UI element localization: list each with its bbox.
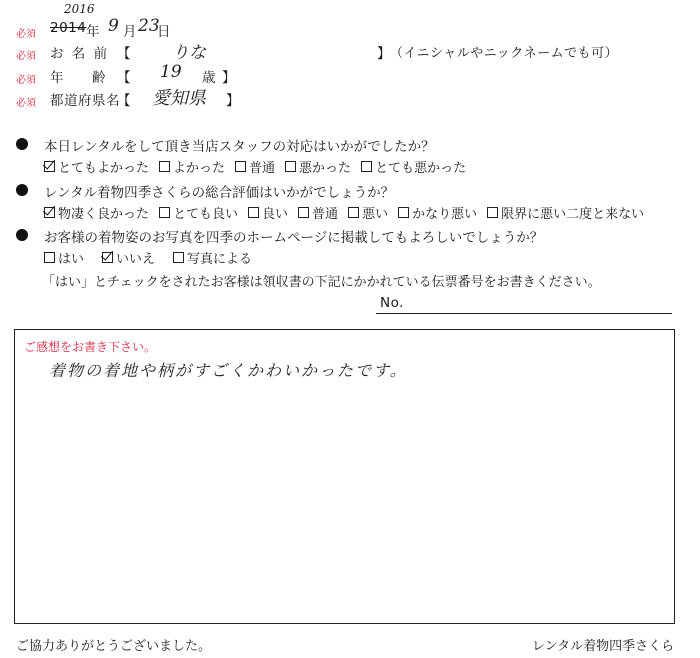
prefecture-label: 都道府県名 — [50, 93, 120, 109]
corrected-year: 2016 — [64, 2, 95, 16]
footer-shop: レンタル着物四季さくら — [532, 639, 675, 654]
bullet-icon — [16, 229, 28, 241]
name-label: お 名 前 — [50, 46, 110, 62]
required-badge: 必須 — [16, 98, 36, 109]
checkbox-icon[interactable] — [173, 252, 184, 263]
required-badge: 必須 — [16, 75, 36, 86]
q1-option-3[interactable]: 普通 — [235, 157, 275, 176]
q2-option-2[interactable]: とても良い — [159, 203, 238, 222]
required-badge: 必須 — [16, 29, 36, 40]
struck-year: 2014 — [50, 20, 87, 36]
q2-option-7[interactable]: 限界に悪い二度と来ない — [487, 203, 644, 222]
q2-option-5[interactable]: 悪い — [348, 203, 388, 222]
year-suffix: 年 — [86, 24, 100, 40]
checkbox-icon[interactable] — [159, 207, 170, 218]
prefecture-value: 愛知県 — [152, 88, 206, 109]
q3-option-3[interactable]: 写真による — [173, 248, 252, 267]
q2-option-3[interactable]: 良い — [248, 203, 288, 222]
question-2-text: レンタル着物四季さくらの総合評価はいかがでしょうか？ — [44, 185, 395, 201]
month-value: 9 — [108, 16, 119, 36]
checkbox-icon[interactable] — [487, 207, 498, 218]
name-close-bracket: 】 — [377, 46, 391, 62]
checkbox-checked-icon[interactable] — [102, 252, 113, 263]
day-suffix: 日 — [157, 24, 171, 40]
bullet-icon — [16, 184, 28, 196]
question-1-text: 本日レンタルをして頂き当店スタッフの対応はいかがでしたか？ — [44, 139, 435, 155]
question-3-options — [44, 248, 252, 267]
age-value: 19 — [160, 62, 182, 82]
checkbox-checked-icon[interactable] — [44, 207, 55, 218]
q1-option-1[interactable]: とてもよかった — [44, 157, 149, 176]
checkbox-checked-icon[interactable] — [44, 161, 55, 172]
q2-option-1[interactable]: 物凄く良かった — [44, 203, 149, 222]
question-1-options — [44, 157, 466, 176]
age-label: 年 齢 — [50, 70, 106, 86]
checkbox-icon[interactable] — [159, 161, 170, 172]
question-3-text: お客様の着物姿のお写真を四季のホームページに掲載してもよろしいでしょうか？ — [44, 230, 544, 246]
photo-number-note: 「はい」とチェックをされたお客様は領収書の下記にかかれている伝票番号をお書きください。 — [42, 275, 601, 290]
bullet-icon — [16, 138, 28, 150]
age-suffix: 歳 — [202, 70, 216, 86]
q2-option-6[interactable]: かなり悪い — [398, 203, 477, 222]
checkbox-icon[interactable] — [235, 161, 246, 172]
number-field-line[interactable] — [376, 313, 672, 314]
checkbox-icon[interactable] — [298, 207, 309, 218]
name-open-bracket: 【 — [117, 46, 131, 62]
prefecture-close-bracket: 】 — [226, 93, 240, 109]
q1-option-5[interactable]: とても悪かった — [361, 157, 466, 176]
checkbox-icon[interactable] — [361, 161, 372, 172]
q1-option-2[interactable]: よかった — [159, 157, 225, 176]
required-badge: 必須 — [16, 51, 36, 62]
checkbox-icon[interactable] — [248, 207, 259, 218]
day-value: 23 — [138, 16, 160, 36]
checkbox-icon[interactable] — [44, 252, 55, 263]
checkbox-icon[interactable] — [348, 207, 359, 218]
comment-box[interactable] — [14, 329, 675, 624]
name-note: （イニシャルやニックネームでも可） — [390, 46, 619, 61]
comment-prompt: ご感想をお書き下さい。 — [24, 340, 157, 354]
checkbox-icon[interactable] — [398, 207, 409, 218]
month-suffix: 月 — [123, 24, 137, 40]
q1-option-4[interactable]: 悪かった — [285, 157, 351, 176]
question-2-options — [44, 203, 644, 222]
prefecture-open-bracket: 【 — [117, 93, 131, 109]
age-close-bracket: 】 — [222, 70, 236, 86]
q3-option-2[interactable]: いいえ — [102, 248, 155, 267]
age-open-bracket: 【 — [117, 70, 131, 86]
footer-thanks: ご協力ありがとうございました。 — [16, 639, 212, 654]
checkbox-icon[interactable] — [285, 161, 296, 172]
name-value: りな — [172, 43, 206, 63]
number-label: No. — [380, 295, 404, 311]
q3-option-1[interactable]: はい — [44, 248, 84, 267]
q2-option-4[interactable]: 普通 — [298, 203, 338, 222]
comment-handwritten: 着物の着地や柄がすごくかわいかったです。 — [49, 361, 408, 380]
